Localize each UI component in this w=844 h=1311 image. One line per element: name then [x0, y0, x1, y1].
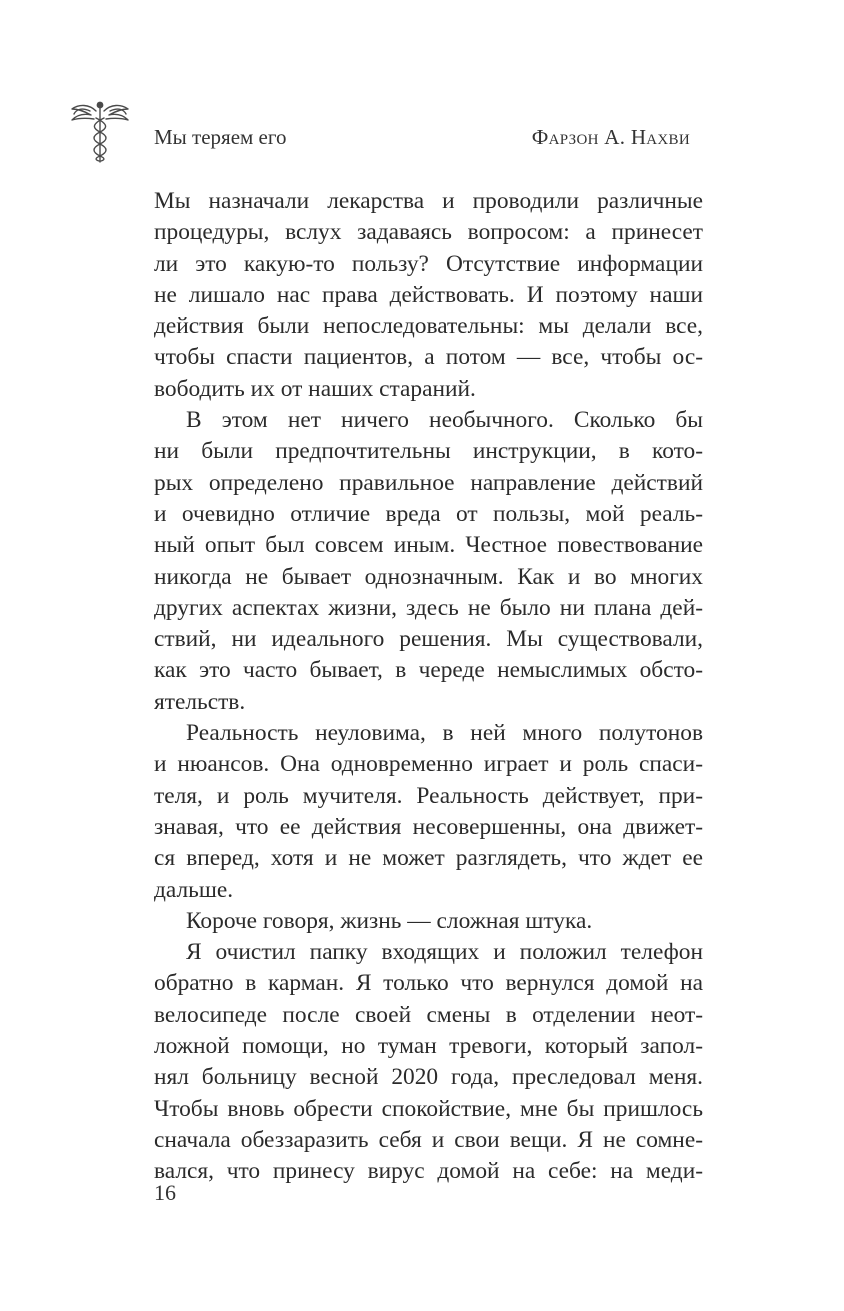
- text-line: ный опыт был совсем иным. Честное повествование: [154, 532, 703, 559]
- running-head-title: Мы теряем его: [154, 125, 287, 149]
- text-line: велосипеде после своей смены в отделении неот-: [154, 1001, 703, 1028]
- text-line: В этом нет ничего необычного. Сколько бы: [186, 407, 703, 434]
- text-line: нял больницу весной 2020 года, преследовал меня.: [154, 1064, 703, 1091]
- text-line: действия были непоследовательны: мы делали все,: [154, 313, 703, 340]
- text-line: вободить их от наших стараний.: [154, 375, 476, 402]
- text-line: знавая, что ее действия несовершенны, она движет-: [154, 813, 703, 840]
- text-line: процедуры, вслух задаваясь вопросом: а принесет: [154, 219, 703, 246]
- text-line: рых определено правильное направление действий: [154, 469, 703, 496]
- text-line: Чтобы вновь обрести спокойствие, мне бы пришлось: [154, 1095, 703, 1122]
- text-line: как это часто бывает, в череде немыслимых обсто-: [154, 657, 703, 684]
- text-line: сначала обеззаразить себя и свои вещи. Я не сомне-: [154, 1126, 703, 1153]
- text-line: ствий, ни идеального решения. Мы существовали,: [154, 626, 703, 653]
- text-line: дальше.: [154, 876, 234, 903]
- text-line: ни были предпочтительны инструкции, в кото-: [154, 438, 703, 465]
- body-text: [154, 186, 703, 1188]
- text-line: Я очистил папку входящих и положил телефон: [186, 939, 703, 966]
- text-line: Реальность неуловима, в ней много полутонов: [186, 720, 703, 747]
- text-line: Мы назначали лекарства и проводили различные: [154, 188, 703, 214]
- page-number: 16: [154, 1180, 176, 1205]
- text-line: никогда не бывает однозначным. Как и во многих: [154, 563, 703, 590]
- text-line: ся вперед, хотя и не может разглядеть, что ждет ее: [154, 845, 703, 872]
- text-line: обратно в карман. Я только что вернулся домой на: [154, 970, 703, 997]
- text-line: ложной помощи, но туман тревоги, который запол-: [154, 1033, 703, 1060]
- text-line: чтобы спасти пациентов, а потом — все, чтобы ос-: [154, 344, 703, 371]
- text-line: и очевидно отличие вреда от пользы, мой реаль-: [154, 500, 703, 527]
- text-line: теля, и роль мучителя. Реальность действует, при-: [154, 782, 703, 809]
- text-line: не лишало нас права действовать. И поэтому наши: [154, 281, 703, 308]
- text-line: ятельств.: [154, 688, 246, 715]
- text-line: и нюансов. Она одновременно играет и роль спаси-: [154, 751, 703, 778]
- caduceus-icon: [70, 98, 130, 164]
- text-line: Короче говоря, жизнь — сложная штука.: [186, 907, 593, 934]
- text-line: ли это какую-то пользу? Отсутствие информации: [154, 250, 703, 277]
- running-head-author: Фарзон А. Нахви: [531, 125, 690, 149]
- text-line: вался, что принесу вирус домой на себе: на меди-: [154, 1158, 703, 1185]
- text-line: других аспектах жизни, здесь не было ни плана дей-: [154, 594, 703, 621]
